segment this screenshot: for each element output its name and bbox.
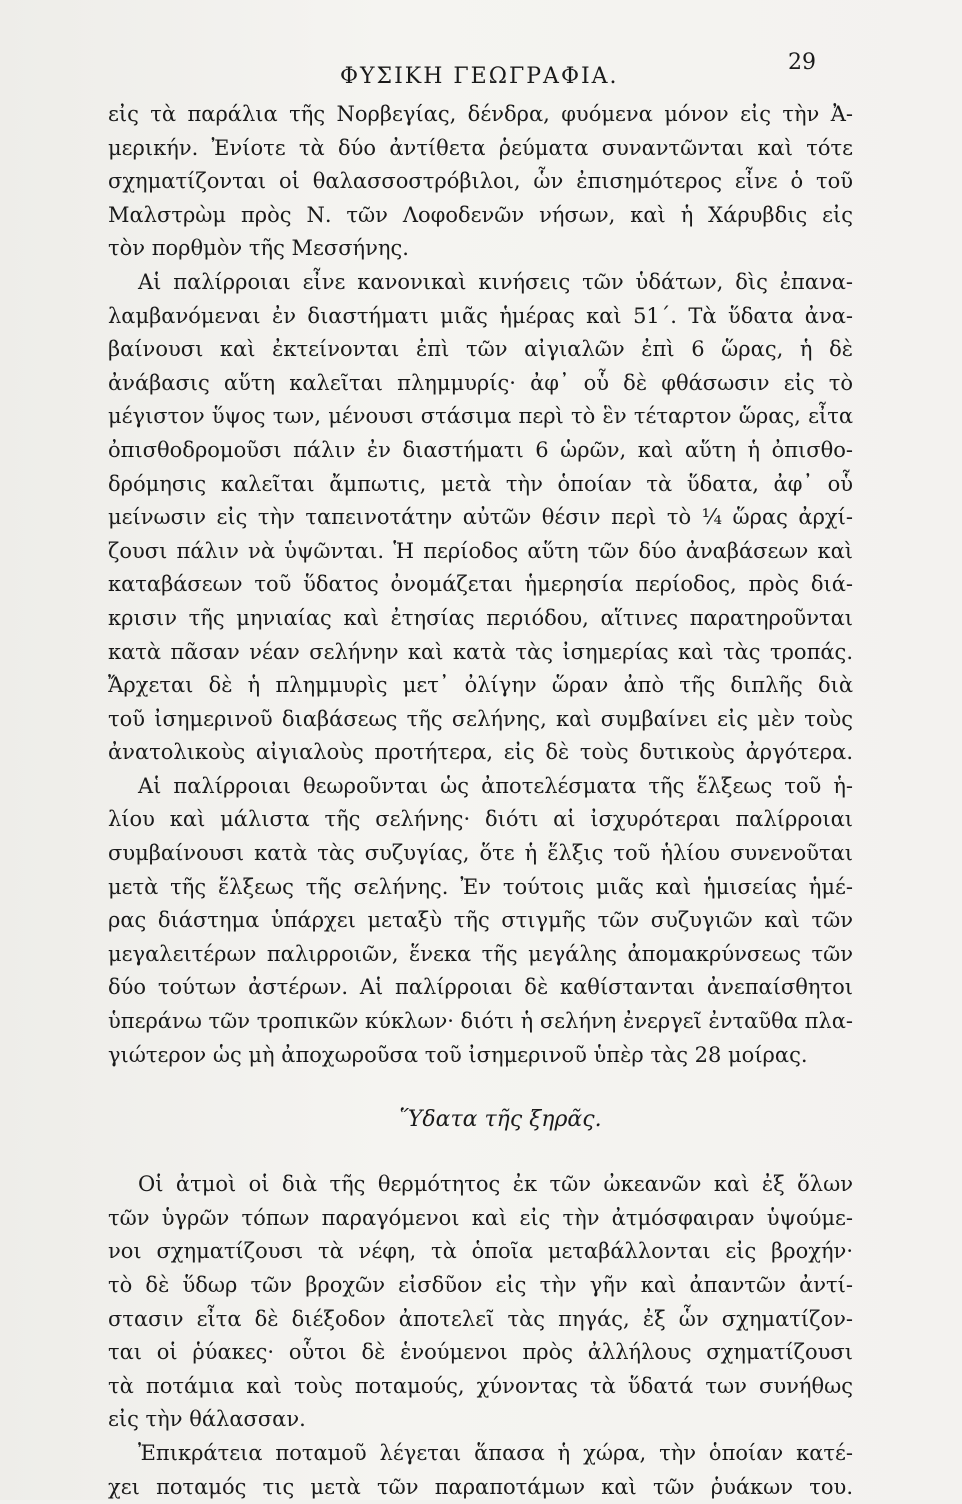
section-heading: Ὕδατα τῆς ξηρᾶς. <box>399 1107 602 1133</box>
text-line: εἰς τὴν θάλασσαν. <box>108 1407 306 1432</box>
text-line: ὑπεράνω τῶν τροπικῶν κύκλων· διότι ἡ σελήνη ἐνεργεῖ ἐνταῦθα πλα- <box>108 1009 854 1034</box>
text-line: τὸν πορθμὸν τῆς Μεσσήνης. <box>108 236 409 261</box>
section-gap <box>108 1072 853 1090</box>
text-line: ζουσι πάλιν νὰ ὑψῶνται. Ἡ περίοδος αὕτη τῶν δύο ἀναβάσεων καὶ <box>108 538 853 563</box>
text-line: τῶν ὑγρῶν τόπων παραγόμενοι καὶ εἰς τὴν ἀτμόσφαιραν ὑψούμε- <box>108 1205 853 1230</box>
text-line: ἀνατολικοὺς αἰγιαλοὺς προτήτερα, εἰς δὲ τοὺς δυτικοὺς ἀργότερα. <box>108 740 853 765</box>
text-line: μεγαλειτέρων παλιρροιῶν, ἕνεκα τῆς μεγάλης ἀπομακρύνσεως τῶν <box>108 941 853 966</box>
text-line: Οἱ ἀτμοὶ οἱ διὰ τῆς θερμότητος ἐκ τῶν ὠκεανῶν καὶ ἐξ ὅλων <box>138 1172 853 1197</box>
text-line: τὰ ποτάμια καὶ τοὺς ποταμούς, χύνοντας τὰ ὕδατά των συνήθως <box>108 1373 853 1398</box>
text-line: συμβαίνουσι κατὰ τὰς συζυγίας, ὅτε ἡ ἕλξις τοῦ ἡλίου συνενοῦται <box>108 841 853 866</box>
text-line: γιώτερον ὡς μὴ ἀποχωροῦσα τοῦ ἰσημερινοῦ ὑπὲρ τὰς 28 μοίρας. <box>108 1042 808 1067</box>
running-title: ΦΥΣΙΚΗ ΓΕΩΓΡΑΦΙΑ. <box>340 64 619 89</box>
text-line: τὸ δὲ ὕδωρ τῶν βροχῶν εἰσδῦον εἰς τὴν γῆν καὶ ἀπαντῶν ἀντί- <box>108 1273 853 1297</box>
text-line: λίου καὶ μάλιστα τῆς σελήνης· διότι αἱ ἰσχυρότεραι παλίρροιαι <box>108 807 853 832</box>
text-line: μετὰ τῆς ἕλξεως τῆς σελήνης. Ἐν τούτοις μιᾶς καὶ ἡμισείας ἡμέ- <box>108 874 853 899</box>
text-line: δύο τούτων ἀστέρων. Αἱ παλίρροιαι δὲ καθίστανται ἀνεπαίσθητοι <box>108 975 853 1000</box>
text-line: χει ποταμός τις μετὰ τῶν παραποτάμων καὶ τῶν ῥυάκων του. <box>108 1474 853 1499</box>
page-header <box>0 50 962 90</box>
text-line: μέγιστον ὕψος των, μένουσι στάσιμα περὶ τὸ ἓν τέταρτον ὥρας, εἶτα <box>108 404 853 429</box>
text-line: καταβάσεων τοῦ ὕδατος ὀνομάζεται ἡμερησία περίοδος, πρὸς διά- <box>108 572 853 597</box>
text-line: δρόμησις καλεῖται ἄμπωτις, μετὰ τὴν ὁποίαν τὰ ὕδατα, ἀφ᾽ οὗ <box>108 471 853 496</box>
text-line: μερικήν. Ἐνίοτε τὰ δύο ἀντίθετα ῥεύματα συναντῶνται καὶ τότε <box>108 135 853 160</box>
text-line: κατὰ πᾶσαν νέαν σελήνην καὶ κατὰ τὰς ἰσημερίας καὶ τὰς τροπάς. <box>108 639 853 664</box>
text-line: κρισιν τῆς μηνιαίας καὶ ἐτησίας περιόδου, αἵτινες παρατηροῦνται <box>108 605 853 630</box>
text-line: Αἱ παλίρροιαι εἶνε κανονικαὶ κινήσεις τῶν ὑδάτων, δὶς ἐπανα- <box>138 269 853 294</box>
text-line: Ἐπικράτεια ποταμοῦ λέγεται ἅπασα ἡ χώρα, τὴν ὁποίαν κατέ- <box>138 1440 853 1465</box>
text-line: Ἄρχεται δὲ ἡ πλημμυρὶς μετ᾽ ὀλίγην ὥραν ἀπὸ τῆς διπλῆς διὰ <box>108 673 853 698</box>
text-line: Μαλστρὼμ πρὸς Ν. τῶν Λοφοδενῶν νήσων, καὶ ἡ Χάρυβδις εἰς <box>108 202 853 227</box>
page-number: 29 <box>788 50 816 75</box>
text-line: Αἱ παλίρροιαι θεωροῦνται ὡς ἀποτελέσματα τῆς ἕλξεως τοῦ ἡ- <box>138 773 853 798</box>
text-line: τοῦ ἰσημερινοῦ διαβάσεως τῆς σελήνης, καὶ συμβαίνει εἰς μὲν τοὺς <box>108 706 853 731</box>
section-gap <box>108 1150 853 1168</box>
text-line: εἰς τὰ παράλια τῆς Νορβεγίας, δένδρα, φυόμενα μόνον εἰς τὴν Ἀ- <box>108 102 853 126</box>
text-line: λαμβανόμεναι ἐν διαστήματι μιᾶς ἡμέρας καὶ 51΄. Τὰ ὕδατα ἀνα- <box>108 303 853 328</box>
text-line: ἀνάβασις αὕτη καλεῖται πλημμυρίς· ἀφ᾽ οὗ δὲ φθάσωσιν εἰς τὸ <box>108 370 853 395</box>
text-line: νοι σχηματίζουσι τὰ νέφη, τὰ ὁποῖα μεταβάλλονται εἰς βροχήν· <box>108 1239 853 1264</box>
text-line: μείνωσιν εἰς τὴν ταπεινοτάτην αὐτῶν θέσιν περὶ τὸ ¼ ὥρας ἀρχί- <box>108 505 853 530</box>
body-text <box>108 98 853 1504</box>
text-line: βαίνουσι καὶ ἐκτείνονται ἐπὶ τῶν αἰγιαλῶν ἐπὶ 6 ὥρας, ἡ δὲ <box>108 337 853 362</box>
text-line: ὀπισθοδρομοῦσι πάλιν ἐν διαστήματι 6 ὡρῶν, καὶ αὕτη ἡ ὀπισθο- <box>108 437 853 462</box>
text-line: ρας διάστημα ὑπάρχει μεταξὺ τῆς στιγμῆς τῶν συζυγιῶν καὶ τῶν <box>108 908 853 933</box>
text-line: ται οἱ ῥύακες· οὗτοι δὲ ἑνούμενοι πρὸς ἀλλήλους σχηματίζουσι <box>108 1340 853 1365</box>
text-line: στασιν εἶτα δὲ διέξοδον ἀποτελεῖ τὰς πηγάς, ἐξ ὧν σχηματίζον- <box>108 1306 853 1331</box>
text-line: σχηματίζονται οἱ θαλασσοστρόβιλοι, ὧν ἐπισημότερος εἶνε ὁ τοῦ <box>108 169 853 194</box>
